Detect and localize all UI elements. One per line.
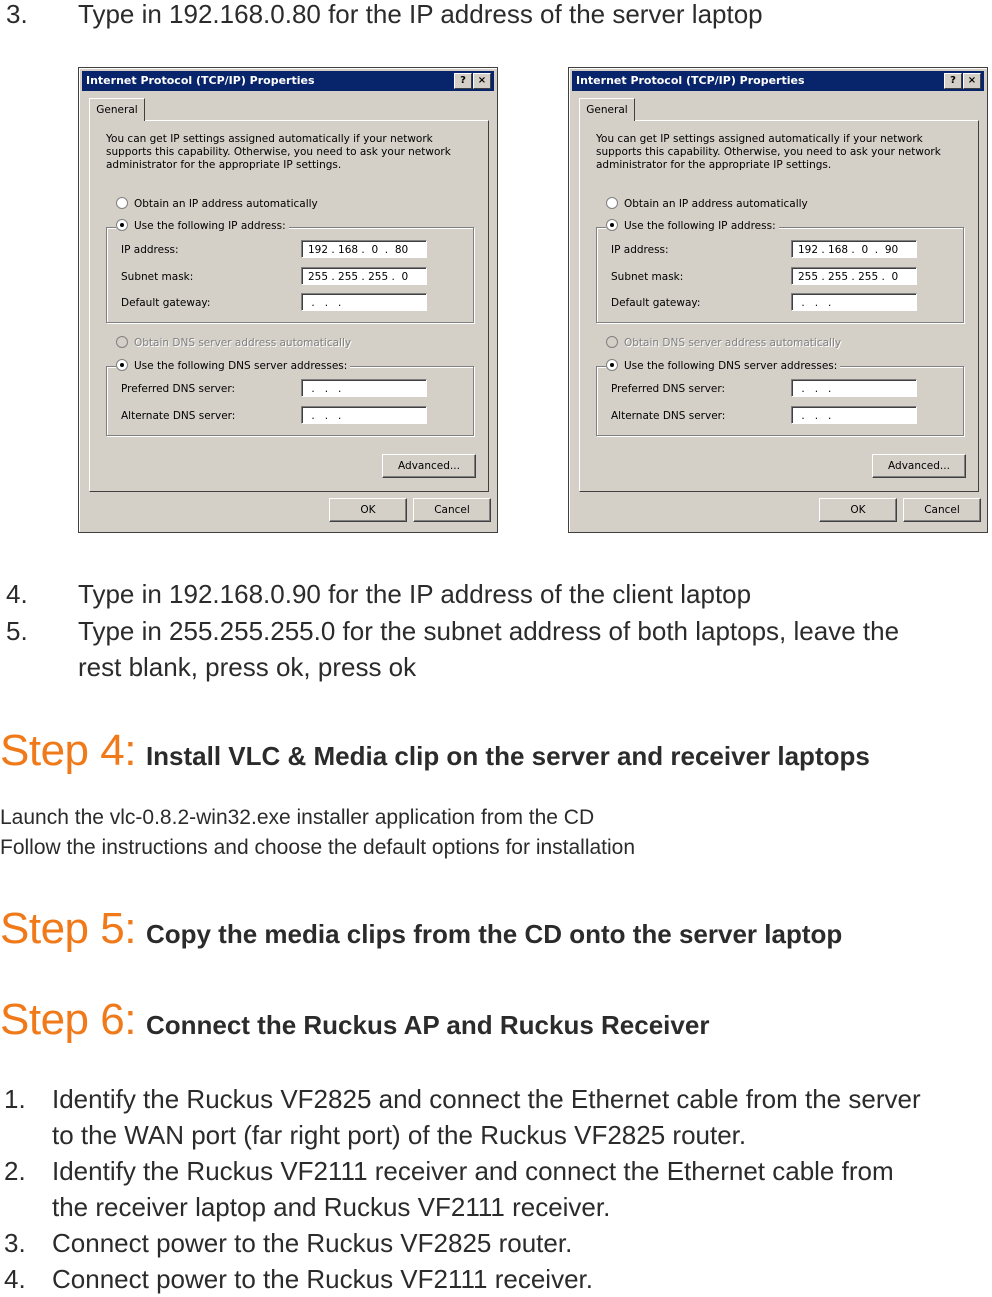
close-icon[interactable]: × bbox=[963, 73, 981, 89]
step-title: Copy the media clips from the CD onto the server laptop bbox=[145, 919, 843, 949]
help-icon[interactable]: ? bbox=[944, 73, 962, 89]
step-label: Step 5: bbox=[0, 904, 136, 953]
list-text: Connect power to the Ruckus VF2111 receiver. bbox=[52, 1264, 593, 1294]
intro-text: You can get IP settings assigned automatically if your network supports this capability. Otherwise, you need to ask your network administrator for the appropriate IP settings. bbox=[596, 133, 941, 171]
radio-icon bbox=[606, 197, 618, 209]
list-item bbox=[4, 1261, 992, 1297]
cancel-button[interactable]: Cancel bbox=[903, 498, 981, 522]
gateway-label: Default gateway: bbox=[611, 297, 701, 309]
radio-icon bbox=[116, 197, 128, 209]
help-icon[interactable]: ? bbox=[454, 73, 472, 89]
gateway-label: Default gateway: bbox=[121, 297, 211, 309]
dialog-titlebar bbox=[572, 71, 984, 91]
cancel-button[interactable]: Cancel bbox=[413, 498, 491, 522]
radio-icon bbox=[606, 336, 618, 348]
radio-label: Use the following IP address: bbox=[134, 220, 286, 232]
gateway-field[interactable]: . . . bbox=[301, 293, 427, 311]
list-number: 4. bbox=[4, 1264, 26, 1294]
step-6-heading bbox=[0, 995, 709, 1045]
ip-address-field[interactable]: 192 . 168 . 0 . 80 bbox=[301, 240, 427, 258]
list-item bbox=[4, 1225, 992, 1261]
ip-label: IP address: bbox=[611, 244, 669, 256]
use-dns-radio[interactable] bbox=[116, 359, 350, 373]
subnet-mask-field[interactable]: 255 . 255 . 255 . 0 bbox=[301, 267, 427, 285]
ip-address-field[interactable]: 192 . 168 . 0 . 90 bbox=[791, 240, 917, 258]
list-text: Type in 192.168.0.90 for the IP address of the client laptop bbox=[78, 579, 752, 609]
radio-label: Obtain DNS server address automatically bbox=[624, 337, 842, 349]
radio-icon bbox=[606, 219, 618, 231]
ip-group bbox=[596, 227, 964, 323]
pref-dns-label: Preferred DNS server: bbox=[611, 383, 726, 395]
ip-label: IP address: bbox=[121, 244, 179, 256]
general-panel bbox=[579, 120, 979, 492]
pref-dns-field[interactable]: . . . bbox=[301, 379, 427, 397]
step-4-line: Launch the vlc-0.8.2-win32.exe installer application from the CD bbox=[0, 806, 595, 829]
list-text-cont: rest blank, press ok, press ok bbox=[78, 652, 417, 682]
dns-group bbox=[596, 366, 964, 436]
list-text-cont: to the WAN port (far right port) of the Ruckus VF2825 router. bbox=[52, 1120, 747, 1150]
intro-text: You can get IP settings assigned automatically if your network supports this capability. Otherwise, you need to ask your network administrator for the appropriate IP settings. bbox=[106, 133, 451, 171]
subnet-label: Subnet mask: bbox=[611, 271, 684, 283]
list-item bbox=[4, 1081, 992, 1153]
ip-group bbox=[106, 227, 474, 323]
use-ip-radio[interactable] bbox=[116, 219, 289, 233]
step-4-heading bbox=[0, 726, 870, 776]
obtain-dns-radio bbox=[606, 336, 841, 350]
radio-icon bbox=[116, 219, 128, 231]
list-text-cont: the receiver laptop and Ruckus VF2111 receiver. bbox=[52, 1192, 611, 1222]
pref-dns-label: Preferred DNS server: bbox=[121, 383, 236, 395]
step-5-heading bbox=[0, 904, 842, 954]
pref-dns-field[interactable]: . . . bbox=[791, 379, 917, 397]
radio-label: Obtain an IP address automatically bbox=[624, 198, 808, 210]
list-item bbox=[6, 613, 986, 685]
radio-icon bbox=[116, 336, 128, 348]
list-item bbox=[6, 0, 966, 32]
step-title: Install VLC & Media clip on the server and receiver laptops bbox=[145, 741, 870, 771]
list-number: 3. bbox=[4, 1228, 26, 1258]
radio-label: Use the following DNS server addresses: bbox=[624, 360, 838, 372]
step-label: Step 6: bbox=[0, 995, 136, 1044]
list-text: Connect power to the Ruckus VF2825 router. bbox=[52, 1228, 573, 1258]
alt-dns-label: Alternate DNS server: bbox=[121, 410, 236, 422]
list-number: 2. bbox=[4, 1156, 26, 1186]
tab-general[interactable]: General bbox=[89, 98, 145, 121]
step-label: Step 4: bbox=[0, 726, 136, 775]
obtain-ip-radio[interactable] bbox=[116, 197, 318, 211]
list-text: Type in 255.255.255.0 for the subnet address of both laptops, leave the bbox=[78, 616, 900, 646]
radio-label: Obtain an IP address automatically bbox=[134, 198, 318, 210]
list-number: 5. bbox=[6, 616, 28, 646]
tcpip-dialog-server bbox=[78, 67, 498, 533]
subnet-mask-field[interactable]: 255 . 255 . 255 . 0 bbox=[791, 267, 917, 285]
alt-dns-label: Alternate DNS server: bbox=[611, 410, 726, 422]
use-dns-radio[interactable] bbox=[606, 359, 840, 373]
tcpip-dialog-client bbox=[568, 67, 988, 533]
radio-icon bbox=[116, 359, 128, 371]
close-icon[interactable]: × bbox=[473, 73, 491, 89]
advanced-button[interactable]: Advanced... bbox=[872, 454, 966, 478]
list-text: Type in 192.168.0.80 for the IP address of the server laptop bbox=[78, 0, 763, 29]
dialog-titlebar bbox=[82, 71, 494, 91]
use-ip-radio[interactable] bbox=[606, 219, 779, 233]
dns-group bbox=[106, 366, 474, 436]
gateway-field[interactable]: . . . bbox=[791, 293, 917, 311]
list-text: Identify the Ruckus VF2111 receiver and connect the Ethernet cable from bbox=[52, 1156, 894, 1186]
alt-dns-field[interactable]: . . . bbox=[301, 406, 427, 424]
general-panel bbox=[89, 120, 489, 492]
radio-label: Use the following DNS server addresses: bbox=[134, 360, 348, 372]
step-title: Connect the Ruckus AP and Ruckus Receiver bbox=[145, 1010, 710, 1040]
list-item bbox=[4, 1153, 992, 1225]
obtain-dns-radio bbox=[116, 336, 351, 350]
subnet-label: Subnet mask: bbox=[121, 271, 194, 283]
radio-icon bbox=[606, 359, 618, 371]
list-number: 4. bbox=[6, 579, 28, 609]
tab-general[interactable]: General bbox=[579, 98, 635, 121]
obtain-ip-radio[interactable] bbox=[606, 197, 808, 211]
advanced-button[interactable]: Advanced... bbox=[382, 454, 476, 478]
list-number: 1. bbox=[4, 1084, 26, 1114]
list-number: 3. bbox=[6, 0, 28, 29]
radio-label: Use the following IP address: bbox=[624, 220, 776, 232]
alt-dns-field[interactable]: . . . bbox=[791, 406, 917, 424]
radio-label: Obtain DNS server address automatically bbox=[134, 337, 352, 349]
list-text: Identify the Ruckus VF2825 and connect the Ethernet cable from the server bbox=[52, 1084, 921, 1114]
step-4-line: Follow the instructions and choose the default options for installation bbox=[0, 836, 636, 859]
list-item bbox=[6, 576, 966, 612]
ok-button[interactable]: OK bbox=[329, 498, 407, 522]
ok-button[interactable]: OK bbox=[819, 498, 897, 522]
dialog-title: Internet Protocol (TCP/IP) Properties bbox=[576, 74, 805, 87]
dialog-title: Internet Protocol (TCP/IP) Properties bbox=[86, 74, 315, 87]
